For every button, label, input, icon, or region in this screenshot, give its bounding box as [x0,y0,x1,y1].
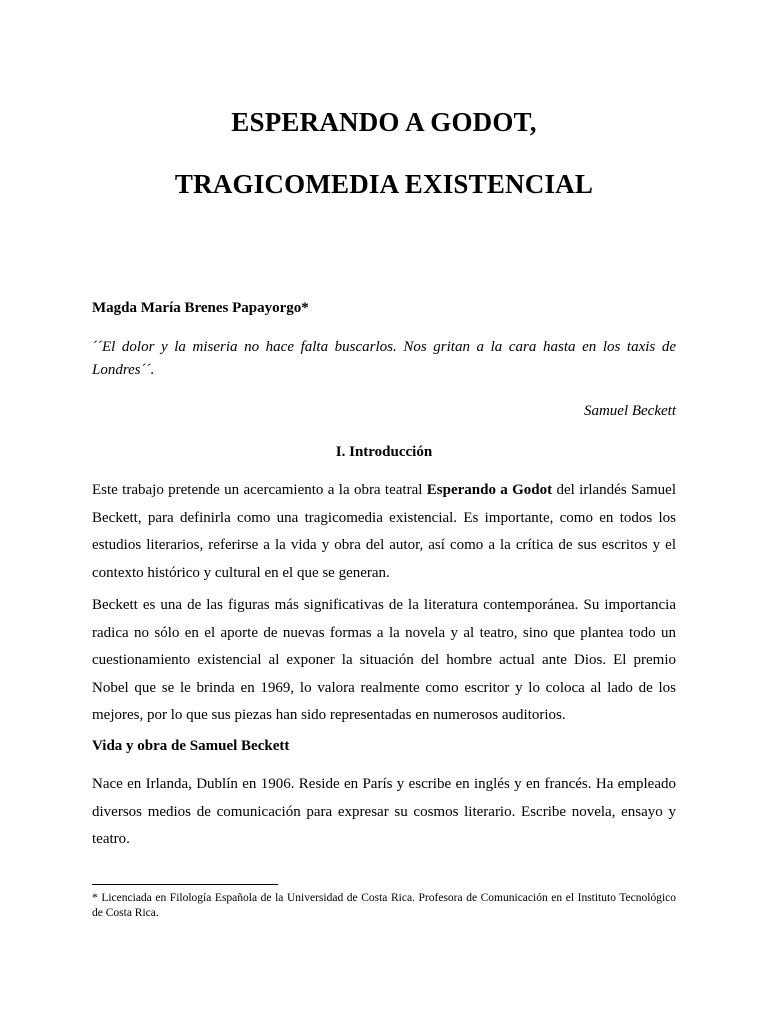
paragraph-text: Este trabajo pretende un acercamiento a la obra teatral [92,482,427,498]
paragraph-life-and-work: Nace en Irlanda, Dublín en 1906. Reside en París y escribe en inglés y en francés. Ha empleado diversos medios de comunicación para expresar su cosmos literario. Escribe novela, ensayo y teatro. [92,776,676,847]
footnote: * Licenciada en Filología Española de la Universidad de Costa Rica. Profesora de Comunicación en el Instituto Tecnológico de Costa Rica. [92,892,676,919]
footnote-separator [92,884,278,885]
paragraph-introduction-1 [92,477,676,587]
author-name: Magda María Brenes Papayorgo* [92,300,309,316]
epigraph-quote: ´´El dolor y la miseria no hace falta buscarlos. Nos gritan a la cara hasta en los taxis de Londres´´. [92,339,676,378]
paragraph-text: del irlandés Samuel Beckett, para definirla como una tragicomedia existencial. Es importante, como en todos los estudios literarios, referirse a la vida y obra del autor, así como a la crítica de sus escritos y el contexto histórico y cultural en el que se generan. [92,482,676,581]
title-line-1: ESPERANDO A GODOT, [231,107,537,137]
paragraph-introduction-2: Beckett es una de las figuras más significativas de la literatura contemporánea. Su importancia radica no sólo en el aporte de nuevas formas a la novela y al teatro, sino que plantea todo un cuestionamiento existencial al exponer la situación del hombre actual ante Dios. El premio Nobel que se le brinda en 1969, lo valora realmente como escritor y lo coloca al lado de los mejores, por lo que sus piezas han sido representadas en numerosos auditorios. [92,597,676,723]
section-heading: I. Introducción [335,444,433,460]
epigraph-attribution: Samuel Beckett [583,403,676,419]
subheading-life-and-work: Vida y obra de Samuel Beckett [92,738,290,754]
work-title-bold: Esperando a Godot [426,482,553,498]
title-line-2: TRAGICOMEDIA EXISTENCIAL [174,169,594,199]
